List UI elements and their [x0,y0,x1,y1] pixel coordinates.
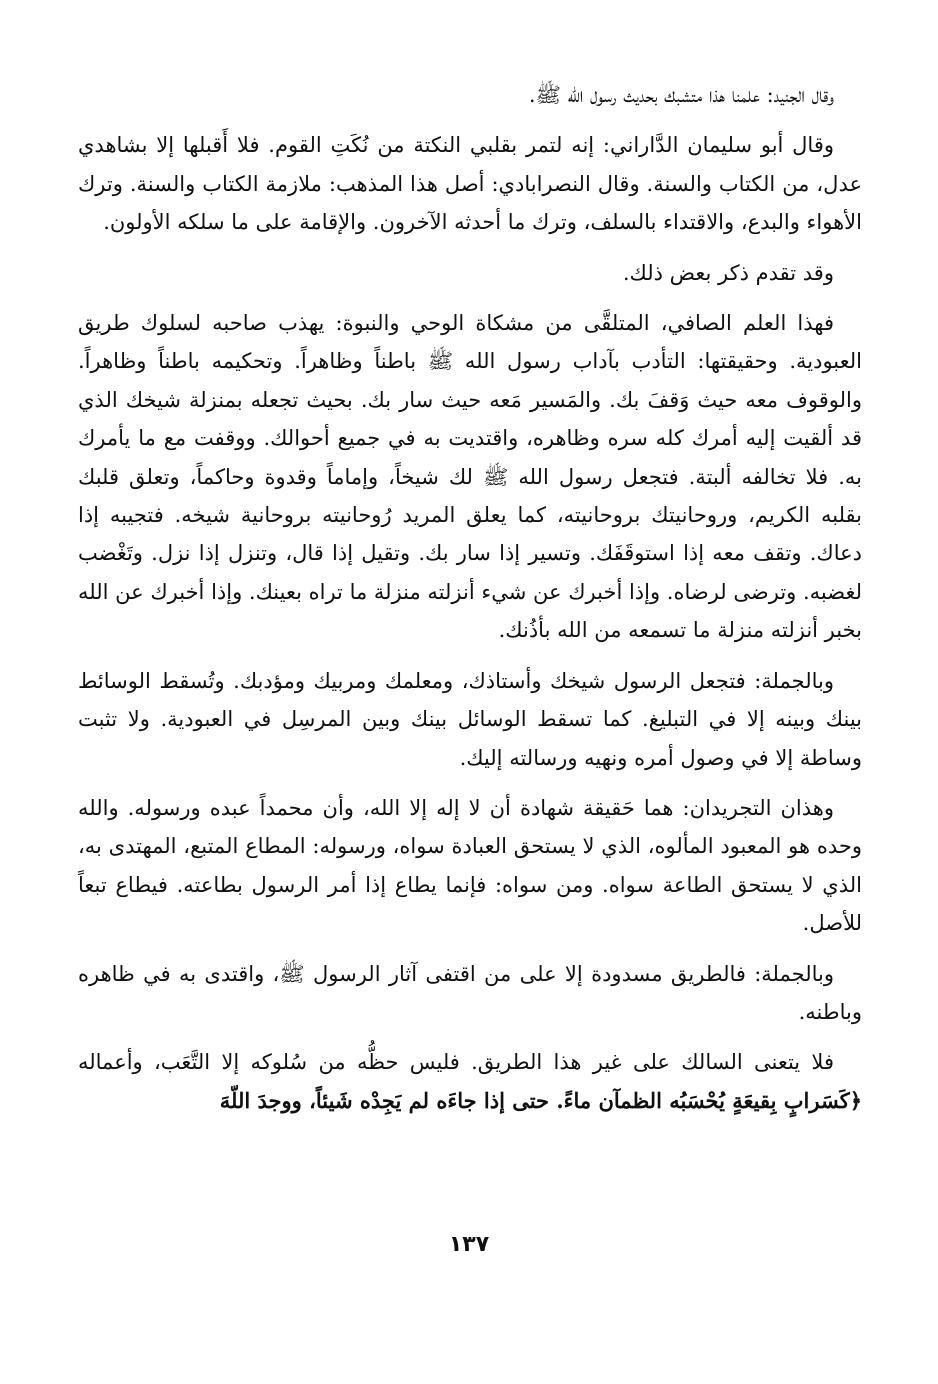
paragraph-mentioned-before: وقد تقدم ذكر بعض ذلك. [622,260,834,285]
page-body [78,76,862,1132]
quran-quote: ﴿كَسَرابٍ بِقيعَةٍ يُحْسَبُه الظمآن ماءً. حتى إذا جاءَه لم يَجِدْه شَيئاً، ووجدَ اللّهَ [219,1087,862,1113]
paragraph-in-summary-1: وبالجملة: فتجعل الرسول شيخك وأستاذك، ومعلمك ومربيك ومؤدبك. وتُسقط الوسائط بينك وبينه إلا في التبليغ. كما تسقط الوسائل بينك وبين المرسِل في العبودية. ولا تثبت وساطة إلا في وصول أمره ونهيه ورسالته إليك. [78,668,862,770]
paragraph-junayd: وقال الجنيد: علمنا هذا متشبك بحديث رسول الله ﷺ. [528,83,834,107]
paragraph-pure-knowledge: فهذا العلم الصافي، المتلقَّى من مشكاة الوحي والنبوة: يهذب صاحبه لسلوك طريق العبودية. وحقيقتها: التأدب بآداب رسول الله ﷺ باطناً وظاهراً. وتحكيمه باطناً وظاهراً. والوقوف معه حيث وَقفَ بك. والمَسير مَعه حيث سار بك. بحيث تجعله بمنزلة شيخك الذي قد ألقيت إليه أمرك كله سره وظاهره، واقتديت به في جميع أحوالك. ووقفت مع ما يأمرك به. فلا تخالفه ألبتة. فتجعل رسول الله ﷺ لك شيخاً، وإماماً وقدوة وحاكماً، وتعلق قلبك بقلبه الكريم، وروحانيتك بروحانيته، كما يعلق المريد رُوحانيته بروحانية شيخه. فتجيبه إذا دعاك. وتقف معه إذا استوقَفَك. وتسير إذا سار بك. وتقيل إذا قال، وتنزل إذا نزل. وتَغْضب لغضبه. وترضى لرضاه. وإذا أخبرك عن شيء أنزلته منزلة ما تراه بعينك. وإذا أخبرك عن الله بخبر أنزلته منزلة ما تسمعه من الله بأذُنك. [78,311,862,643]
page-number: ١٣٧ [448,1232,490,1257]
paragraph-darani: وقال أبو سليمان الدَّاراني: إنه لتمر بقلبي النكتة من نُكَتِ القوم. فلا أَقبلها إلا بشاهدي عدل، من الكتاب والسنة. وقال النصرابادي: أصل هذا المذهب: ملازمة الكتاب والسنة. وترك الأهواء والبدع، والاقتداء بالسلف، وترك ما أحدثه الآخرون. والإقامة على ما سلكه الأولون. [78,133,862,235]
paragraph-two-tajrids: وهذان التجريدان: هما حَقيقة شهادة أن لا إله إلا الله، وأن محمداً عبده ورسوله. والله وحده هو المعبود المألوه، الذي لا يستحق العبادة سواه، ورسوله: المطاع المتبع، المهتدى به، الذي لا يستحق الطاعة سواه. ومن سواه: فإنما يطاع إذا أمر الرسول بطاعته. فيطاع تبعاً للأصل. [78,795,862,936]
paragraph-in-summary-2: وبالجملة: فالطريق مسدودة إلا على من اقتفى آثار الرسول ﷺ، واقتدى به في ظاهره وباطنه. [78,961,862,1024]
paragraph-wayfarer-text: فلا يتعنى السالك على غير هذا الطريق. فليس حظُّه من سُلوكه إلا التَّعَب، وأعماله [78,1050,834,1075]
paragraph-wayfarer [78,1043,862,1120]
